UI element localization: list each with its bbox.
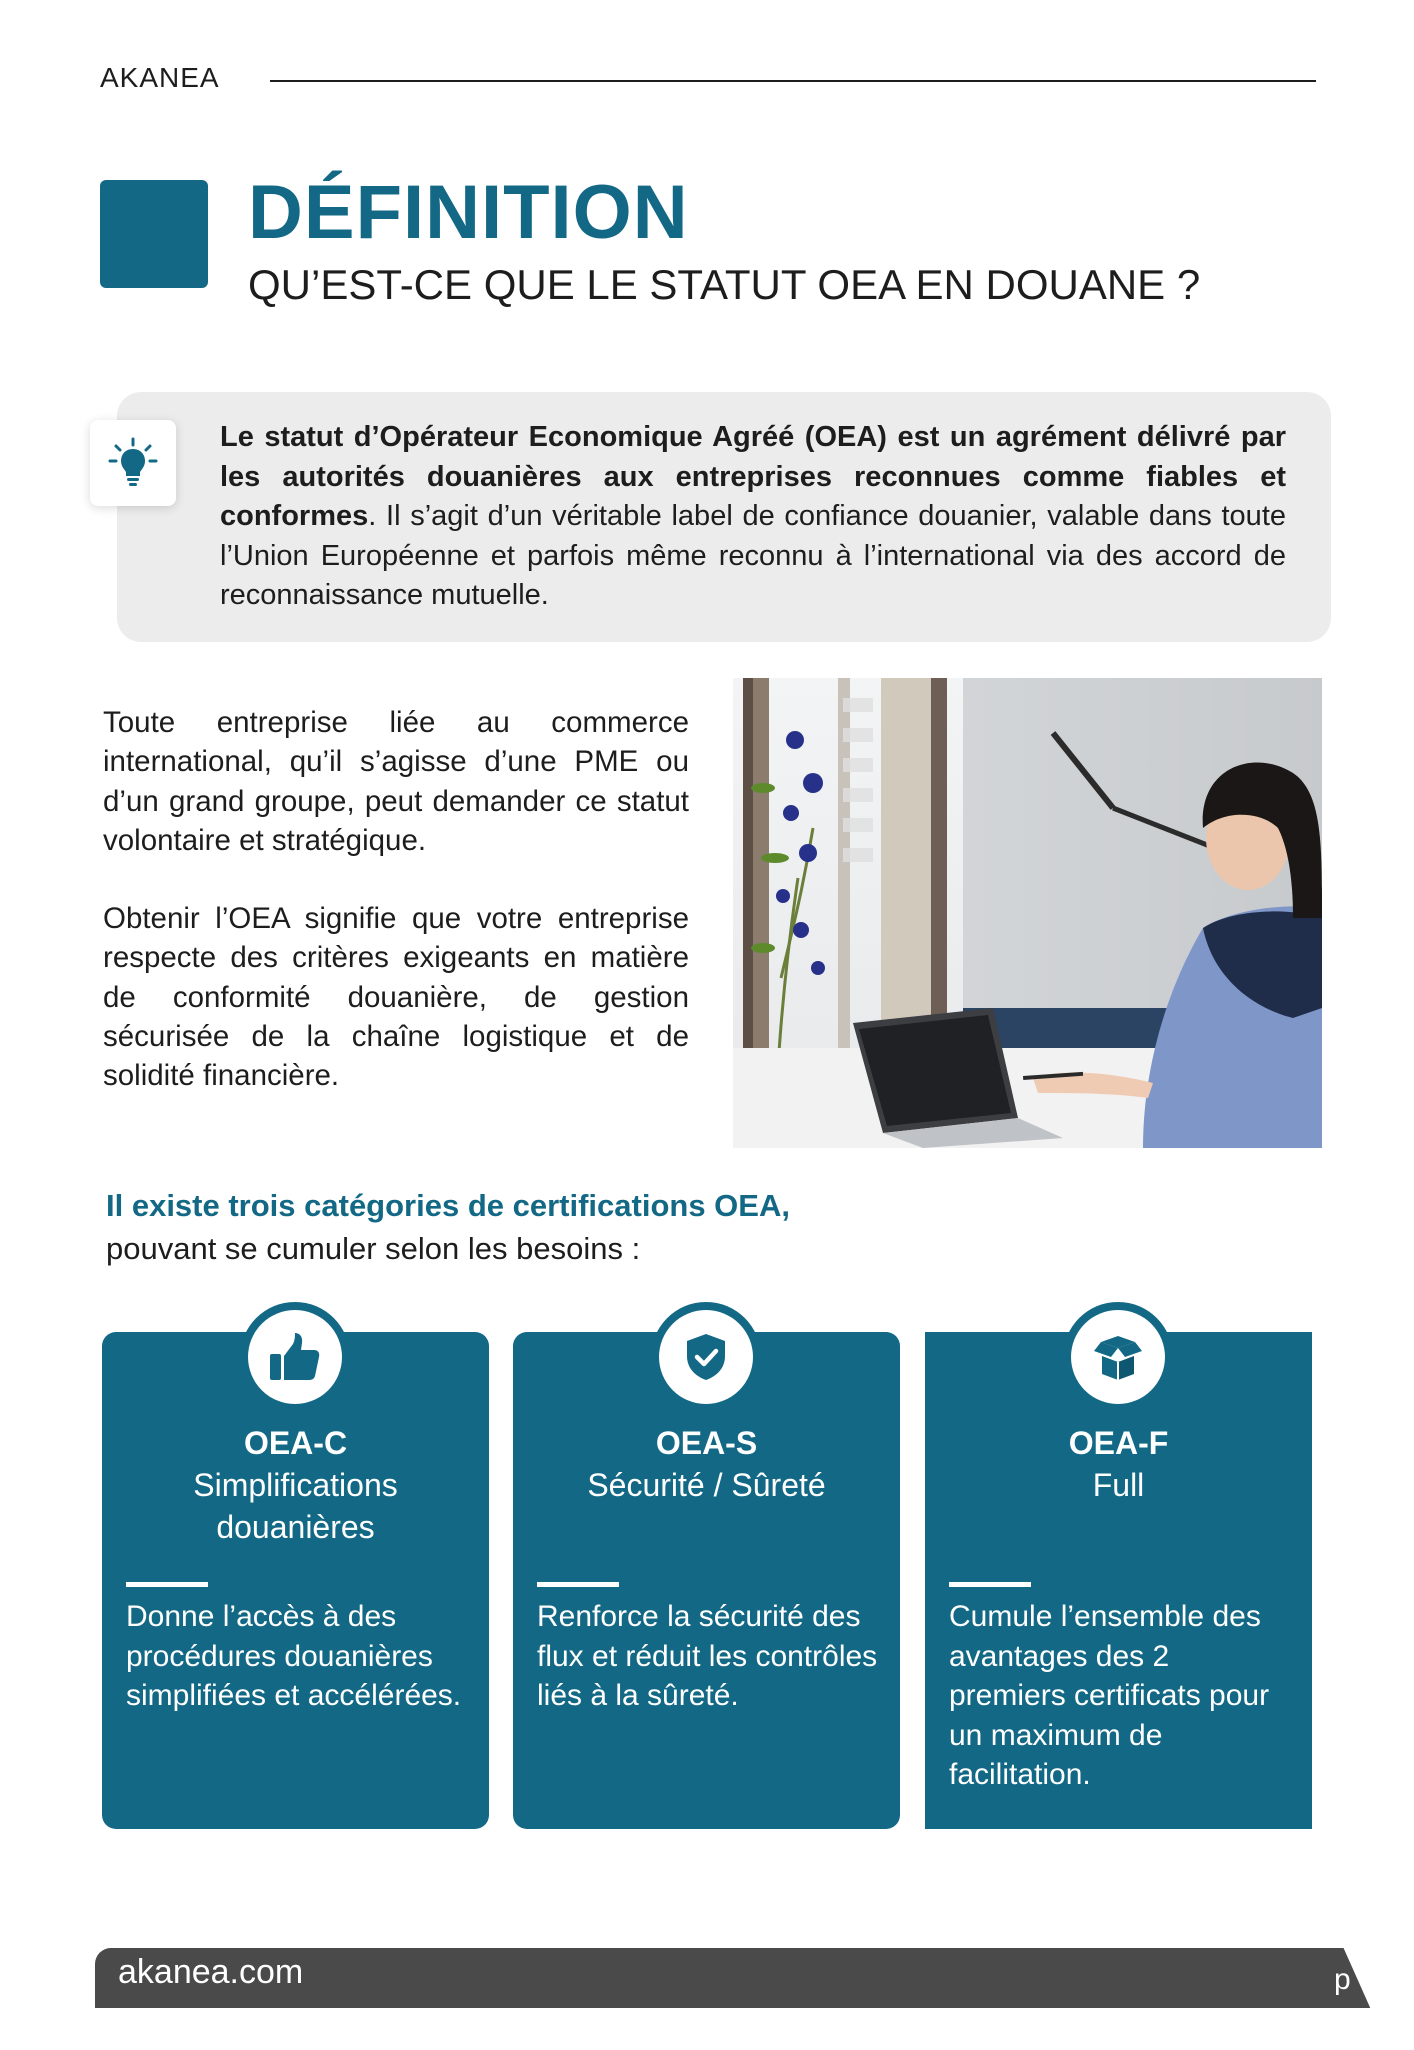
body-paragraph-1: Toute entreprise liée au commerce international, qu’il s’agisse d’une PME ou d’un grand groupe, peut demander ce statut volontaire et stratégique. [103,706,689,857]
brand-name: AKANEA [100,62,220,93]
shield-check-icon [679,1330,733,1384]
lightbulb-icon [107,437,159,489]
card-badge [651,1302,761,1412]
header-divider [270,80,1316,82]
categories-intro [106,1184,790,1270]
page-subtitle: QU’EST-CE QUE LE STATUT OEA EN DOUANE ? [248,261,1201,308]
body-paragraph-2: Obtenir l’OEA signifie que votre entreprise respecte des critères exigeants en matière de conformité douanière, de gestion sécurisée de la chaîne logistique et de solidité financière. [103,902,689,1093]
page-title: DÉFINITION [248,170,689,255]
office-photo [733,678,1322,1148]
card-oea-f [925,1332,1312,1829]
card-description: Donne l’accès à des procédures douanières simplifiées et accélérées. [126,1600,462,1712]
card-label: Simplifications douanières [193,1467,398,1545]
card-badge [1063,1302,1173,1412]
lightbulb-icon-box [90,420,176,506]
categories-intro-highlight: Il existe trois catégories de certifications OEA, [106,1188,790,1223]
card-code: OEA-C [243,1425,348,1461]
title-accent-square [100,180,208,288]
card-code: OEA-S [655,1425,758,1461]
open-box-icon [1091,1330,1145,1384]
card-label: Sécurité / Sûreté [587,1467,826,1503]
card-label: Full [1092,1467,1145,1503]
card-description: Renforce la sécurité des flux et réduit les contrôles liés à la sûreté. [537,1600,878,1712]
card-oea-s [513,1332,900,1829]
categories-intro-text: pouvant se cumuler selon les besoins : [106,1231,641,1266]
definition-regular-text: . Il s’agit d’un véritable label de confiance douanier, valable dans toute l’Union Européenne et parfois même reconnu à l’international via des accord de reconnaissance mutuelle. [220,500,1286,611]
card-divider [126,1582,208,1587]
footer-website[interactable]: akanea.com [118,1953,304,1991]
card-badge [240,1302,350,1412]
card-divider [949,1582,1031,1587]
card-code: OEA-F [1068,1425,1169,1461]
thumbs-up-icon [268,1330,322,1384]
definition-bold-text: Le statut d’Opérateur Economique Agréé (OEA) est un agrément délivré par les autorités douanières aux entreprises reconnues comme fiables et conformes [220,421,1286,532]
card-oea-c [102,1332,489,1829]
card-description: Cumule l’ensemble des avantages des 2 premiers certificats pour un maximum de facilitation. [949,1600,1270,1791]
definition-text [220,418,1286,616]
footer-page-label: p [1334,1963,1351,1996]
card-divider [537,1582,619,1587]
